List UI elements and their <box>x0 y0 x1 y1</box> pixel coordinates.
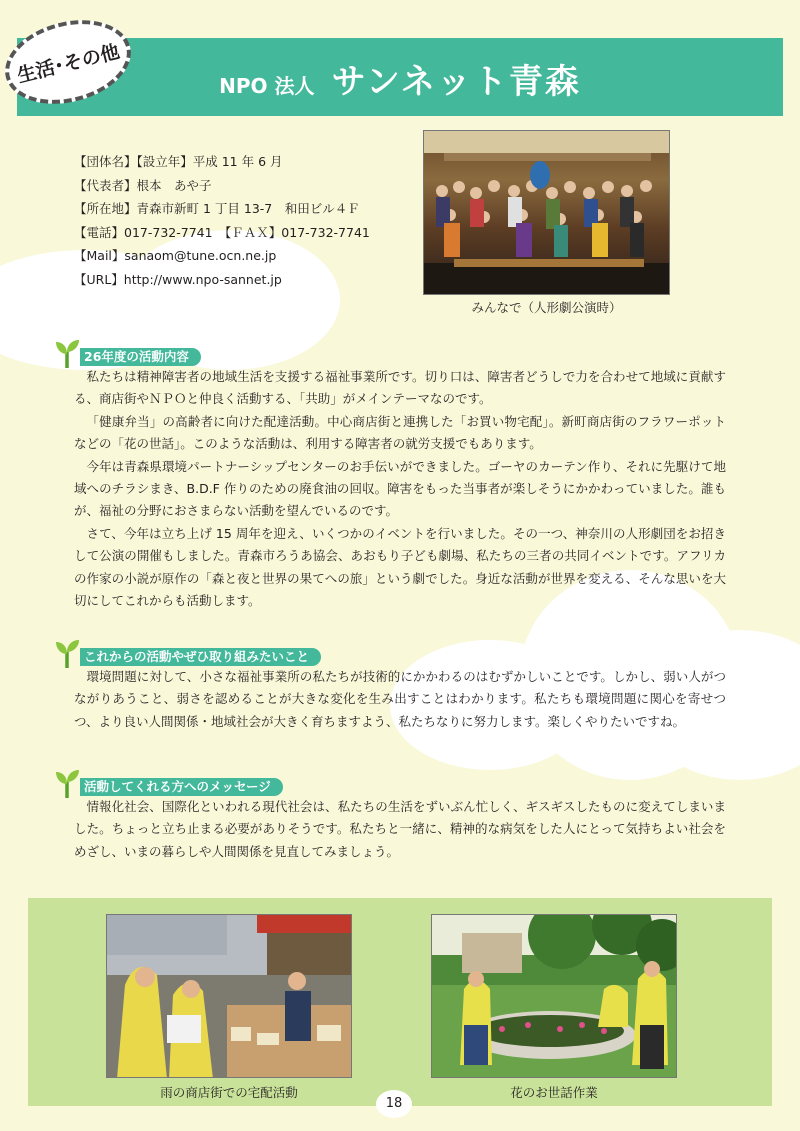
category-label: 生活･その他 <box>14 40 122 87</box>
sprout-icon <box>54 768 82 798</box>
section-label: これからの活動やぜひ取り組みたいこと <box>80 648 321 666</box>
paragraph: 「健康弁当」の高齢者に向けた配達活動。中心商店街と連携した「お買い物宅配」。新町商店街のフラワーポットなどの「花の世話」。このような活動は、利用する障害者の就労支援でもあります。 <box>74 413 726 452</box>
main-photo-caption: みんなで（人形劇公演時） <box>471 300 622 315</box>
paragraph: 情報化社会、国際化といわれる現代社会は、私たちの生活をずいぶん忙しく、ギスギスしたものに変えてしまいました。ちょっと立ち止まる必要がありそうです。私たちと一緒に、精神的な病気をした人にとって気持ちよい社会をめざし、いまの暮らしや人間関係を見直してみましょう。 <box>74 799 726 859</box>
flower-care-photo-illustration <box>432 915 677 1078</box>
sprout-icon <box>54 338 82 368</box>
page-number: 18 <box>376 1090 412 1118</box>
info-phone-fax: 【電話】017-732-7741 【ＦＡＸ】017-732-7741 <box>74 224 370 240</box>
section-label: 活動してくれる方へのメッセージ <box>80 778 283 796</box>
info-representative: 【代表者】根本 あや子 <box>74 177 212 193</box>
section-label: 26年度の活動内容 <box>80 348 201 366</box>
delivery-photo <box>106 914 352 1078</box>
paragraph: 環境問題に対して、小さな福祉事業所の私たちが技術的にかかわるのはむずかしいことです。しかし、弱い人がつながりあうこと、弱さを認めることが大きな変化を生み出すことはわかります。私たちも環境問題に関心を寄せつつ、より良い人間関係・地域社会が大きく育ちますよう、私たちなりに努力します。楽しくやりたいですね。 <box>74 669 726 729</box>
info-mail[interactable]: 【Mail】sanaom@tune.ocn.ne.jp <box>74 248 277 264</box>
delivery-photo-illustration <box>107 915 352 1078</box>
info-founded: 【団体名】【設立年】平成 11 年 6 月 <box>74 154 283 169</box>
sprout-icon <box>54 638 82 668</box>
section-body-future <box>74 666 726 733</box>
flower-care-photo-caption: 花のお世話作業 <box>510 1085 598 1100</box>
group-photo-illustration <box>424 131 670 295</box>
section-body-activities <box>74 366 726 612</box>
title-banner <box>17 38 783 116</box>
org-type-label: NPO 法人 <box>219 74 315 98</box>
group-photo <box>423 130 670 295</box>
org-name: サンネット青森 <box>331 62 581 102</box>
section-body-message <box>74 796 726 863</box>
info-address: 【所在地】青森市新町 1 丁目 13-7 和田ビル４Ｆ <box>74 201 360 217</box>
flower-care-photo <box>431 914 677 1078</box>
organization-info <box>74 150 370 292</box>
paragraph: 今年は青森県環境パートナーシップセンターのお手伝いができました。ゴーヤのカーテン作り、それに先駆けて地域へのチラシまき、B.D.F 作りのための廃食油の回収。障害をもった当事者が楽しそうにかかわっていました。誰もが、福祉の分野におさまらない活動を望んでいるのです。 <box>74 458 726 519</box>
paragraph: 私たちは精神障害者の地域生活を支援する福祉事業所です。切り口は、障害者どうしで力を合わせて地域に貢献する、商店街やＮＰＯと仲良く活動する、「共助」がメインテーマなのです。 <box>74 369 726 407</box>
page-title <box>17 54 783 103</box>
info-url[interactable]: 【URL】http://www.npo-sannet.jp <box>74 271 282 287</box>
paragraph: さて、今年は立ち上げ 15 周年を迎え、いくつかのイベントを行いました。その一つ、神奈川の人形劇団をお招きして公演の開催もしました。青森市ろうあ協会、あおもり子ども劇場、私たちの三者の共同イベントです。アフリカの作家の小説が原作の「森と夜と世界の果てへの旅」という劇でした。身近な活動が世界を変える、そんな思いを大切にしてこれからも活動します。 <box>74 525 726 609</box>
delivery-photo-caption: 雨の商店街での宅配活動 <box>160 1085 298 1100</box>
